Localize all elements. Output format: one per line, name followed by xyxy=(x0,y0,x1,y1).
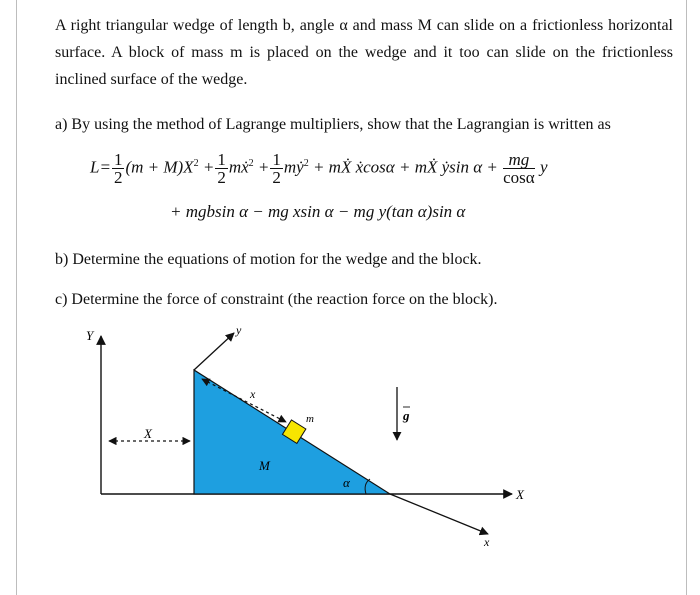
eq-y: y xyxy=(539,157,548,177)
eq-term-2: mẋ xyxy=(228,157,249,177)
eq-half-2-num: 1 xyxy=(217,150,226,169)
label-X-axis: X xyxy=(516,487,524,502)
label-g: g xyxy=(403,408,410,423)
eq-half-2-den: 2 xyxy=(217,168,226,187)
label-alpha: α xyxy=(343,475,350,490)
eq-term-4: + mẊ ẋcosα + mẊ ẏsin α + xyxy=(312,157,498,177)
eq-plus-1: + xyxy=(202,157,215,177)
eq-cos: cosα xyxy=(503,168,535,187)
label-x-wedge: x xyxy=(250,387,256,401)
part-a: a) By using the method of Lagrange multipliers, show that the Lagrangian is written as xyxy=(55,116,611,133)
label-X-dim: X xyxy=(144,426,152,441)
y-axis-arrow xyxy=(194,333,234,370)
eq-half-1-den: 2 xyxy=(113,168,123,187)
eq-equals: = xyxy=(99,157,111,177)
lagrangian-line-2: + mgbsin α − mg xsin α − mg y(tan α)sin α xyxy=(170,202,466,221)
eq-term-1: (m + M)X xyxy=(125,157,194,177)
eq-lhs: L xyxy=(90,157,100,177)
part-c: c) Determine the force of constraint (the reaction force on the block). xyxy=(55,291,498,308)
eq-mg: mg xyxy=(503,151,535,169)
label-y: y xyxy=(236,323,242,337)
label-M: M xyxy=(259,458,270,473)
eq-plus-2: + xyxy=(257,157,270,177)
eq-sq-2: 2 xyxy=(248,157,254,169)
label-m: m xyxy=(306,413,314,425)
eq-half-3-num: 1 xyxy=(272,150,281,169)
eq-term-3: mẏ xyxy=(283,157,304,177)
eq-half-3-den: 2 xyxy=(272,168,281,187)
label-Y: Y xyxy=(86,328,94,343)
label-x-axis: x xyxy=(484,535,490,549)
eq-sq-1: 2 xyxy=(193,157,199,169)
part-b: b) Determine the equations of motion for the wedge and the block. xyxy=(55,251,482,268)
eq-half-1-num: 1 xyxy=(113,150,123,169)
eq-sq-3: 2 xyxy=(303,157,309,169)
x-axis-arrow xyxy=(390,494,488,534)
problem-intro: A right triangular wedge of length b, angle α and mass M can slide on a frictionless horizontal surface. A block of mass m is placed on the wedge and it too can slide on the frictionless inclined surface of the wedge. xyxy=(55,17,673,88)
